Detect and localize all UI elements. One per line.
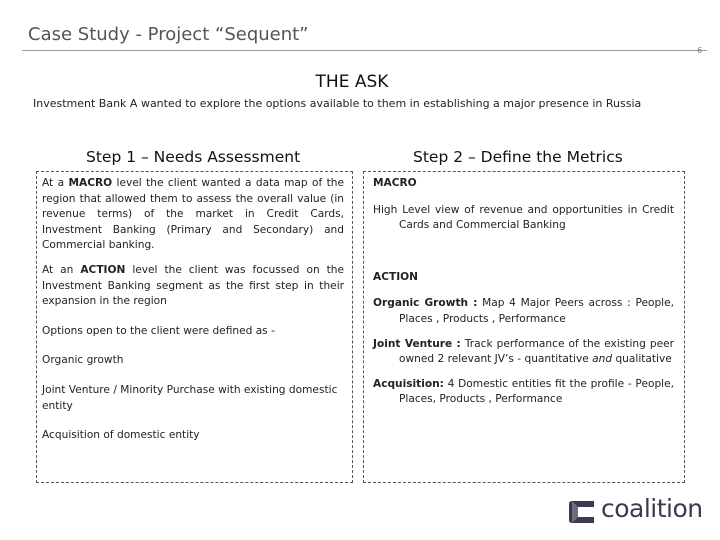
step2-joint-venture xyxy=(373,337,674,368)
step1-action-paragraph xyxy=(42,263,344,310)
page-number: 6 xyxy=(697,46,703,55)
step1-macro-paragraph xyxy=(42,176,344,254)
macro-prefix: At a xyxy=(42,177,69,189)
ask-description: Investment Bank A wanted to explore the options available to them in establishing a major presence in Russia xyxy=(33,97,642,110)
step2-content xyxy=(373,176,674,408)
action-prefix: At an xyxy=(42,263,81,276)
option-joint-venture: Joint Venture / Minority Purchase with existing domestic entity xyxy=(42,383,338,412)
macro-text: level the client wanted a data map of the region that allowed them to assess the overall value (in revenue terms) of the market in Credit Cards, Investment Banking (Primary and Secondary) and Commercial banking. xyxy=(42,177,344,252)
macro-label: MACRO xyxy=(373,177,417,189)
page-title: Case Study - Project “Sequent” xyxy=(28,24,309,45)
step1-content xyxy=(42,176,344,444)
option-acquisition: Acquisition of domestic entity xyxy=(42,429,200,442)
step2-acquisition xyxy=(373,377,674,408)
organic-text: Map 4 Major Peers across : People, Places , Products , Performance xyxy=(399,297,675,325)
jv-text: Track performance of the existing peer owned 2 relevant JV’s - quantitative xyxy=(399,337,674,366)
options-intro: Options open to the client were defined as - xyxy=(42,324,275,337)
jv-text-end: qualitative xyxy=(612,353,672,366)
acq-text: 4 Domestic entities fit the profile - People, Places, Products , Performance xyxy=(399,377,674,406)
title-divider xyxy=(22,50,707,51)
jv-and: and xyxy=(592,353,613,366)
step2-action-label xyxy=(373,270,674,286)
macro-keyword: MACRO xyxy=(68,177,113,189)
acq-label: Acquisition: xyxy=(373,377,444,390)
coalition-logo-text: coalition xyxy=(601,494,703,523)
step1-heading: Step 1 – Needs Assessment xyxy=(86,148,301,166)
organic-label: Organic Growth : xyxy=(373,297,478,310)
action-keyword: ACTION xyxy=(80,263,126,276)
jv-label: Joint Venture : xyxy=(373,337,461,350)
coalition-logo-icon xyxy=(568,499,596,525)
step2-organic xyxy=(373,296,674,327)
coalition-logo xyxy=(568,494,703,527)
action-label: ACTION xyxy=(373,270,419,283)
step2-macro-label xyxy=(373,176,674,192)
step2-macro-text: High Level view of revenue and opportunities in Credit Cards and Commercial Banking xyxy=(373,203,674,232)
option-organic: Organic growth xyxy=(42,354,124,367)
ask-heading: THE ASK xyxy=(315,72,389,92)
action-text: level the client was focussed on the Investment Banking segment as the first step in their expansion in the region xyxy=(42,263,344,308)
step2-heading: Step 2 – Define the Metrics xyxy=(413,148,623,166)
